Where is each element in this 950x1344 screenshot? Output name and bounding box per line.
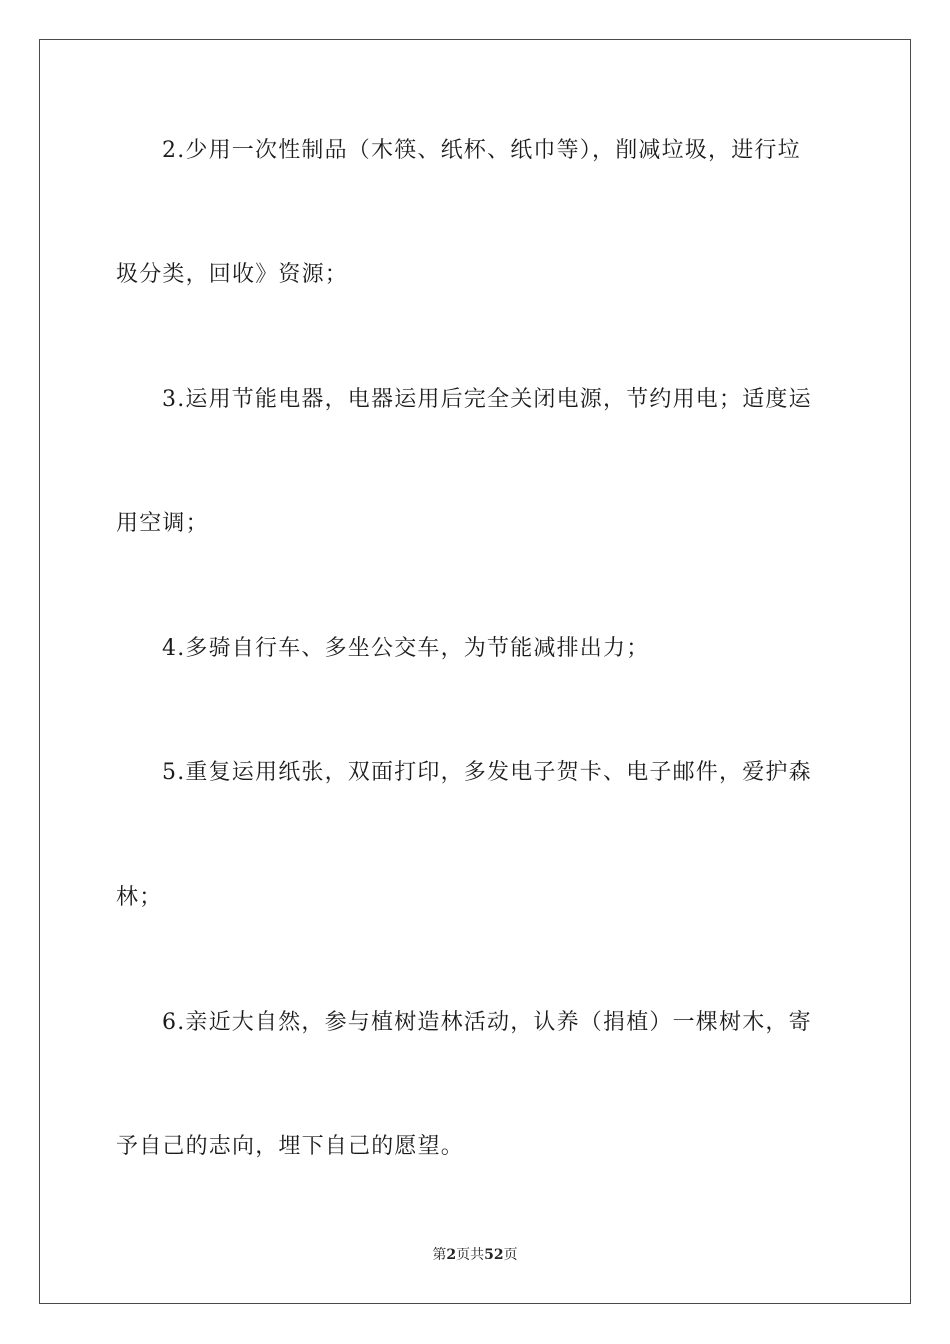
paragraph-line-6: 5.重复运用纸张，双面打印，多发电子贺卡、电子邮件，爱护森	[162, 760, 812, 785]
paragraph-line-4: 用空调；	[116, 511, 209, 536]
paragraph-line-2: 圾分类，回收》资源；	[116, 262, 349, 287]
paragraph-line-9: 予自己的志向，埋下自己的愿望。	[116, 1134, 465, 1159]
page-footer	[0, 1246, 950, 1264]
page-border	[39, 39, 911, 1304]
paragraph-line-8: 6.亲近大自然，参与植树造林活动，认养（捐植）一棵树木，寄	[162, 1010, 812, 1035]
footer-page-number: 2	[446, 1247, 457, 1263]
paragraph-line-5: 4.多骑自行车、多坐公交车，为节能减排出力；	[162, 636, 650, 661]
footer-total-suffix: 页	[503, 1247, 518, 1263]
footer-total-pages: 52	[484, 1247, 504, 1263]
footer-page-prefix: 第	[432, 1247, 447, 1263]
footer-total-prefix: 共	[470, 1247, 485, 1263]
paragraph-line-7: 林；	[116, 885, 163, 910]
paragraph-line-3: 3.运用节能电器，电器运用后完全关闭电源，节约用电；适度运	[162, 387, 812, 412]
paragraph-line-1: 2.少用一次性制品（木筷、纸杯、纸巾等），削减垃圾，进行垃	[162, 138, 801, 163]
footer-page-suffix: 页	[456, 1247, 471, 1263]
